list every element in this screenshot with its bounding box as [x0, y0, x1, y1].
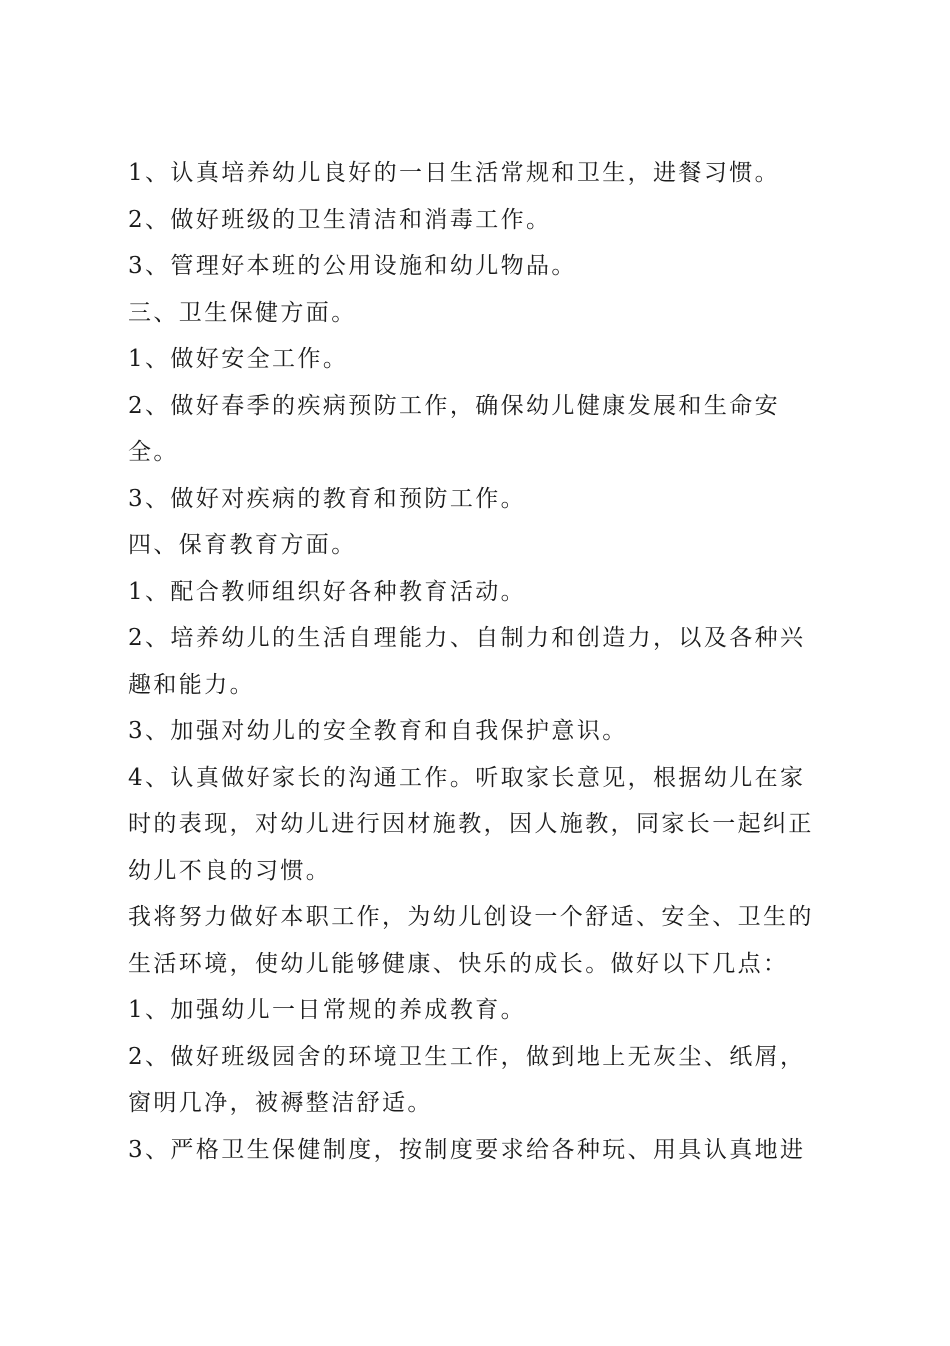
text-line: 1、认真培养幼儿良好的一日生活常规和卫生，进餐习惯。	[128, 160, 781, 186]
section-heading: 四、保育教育方面。	[128, 532, 357, 558]
text-line: 1、加强幼儿一日常规的养成教育。	[128, 997, 527, 1023]
text-line: 幼儿不良的习惯。	[128, 857, 332, 884]
text-line: 3、严格卫生保健制度，按制度要求给各种玩、用具认真地进	[128, 1136, 806, 1163]
text-line: 2、做好班级的卫生清洁和消毒工作。	[128, 206, 552, 233]
text-line: 2、做好春季的疾病预防工作，确保幼儿健康发展和生命安	[128, 392, 781, 419]
text-line: 1、配合教师组织好各种教育活动。	[128, 578, 527, 605]
text-line: 时的表现，对幼儿进行因材施教，因人施教，同家长一起纠正	[128, 811, 814, 837]
text-line: 2、培养幼儿的生活自理能力、自制力和创造力，以及各种兴	[128, 625, 806, 651]
section-heading: 三、卫生保健方面。	[128, 299, 357, 326]
text-line: 4、认真做好家长的沟通工作。听取家长意见，根据幼儿在家	[128, 764, 806, 791]
text-line: 3、加强对幼儿的安全教育和自我保护意识。	[128, 718, 628, 744]
text-line: 全。	[128, 439, 179, 465]
text-line: 1、做好安全工作。	[128, 346, 349, 372]
text-line: 窗明几净，被褥整洁舒适。	[128, 1090, 433, 1116]
document-body	[128, 150, 828, 1173]
text-line: 2、做好班级园舍的环境卫生工作，做到地上无灰尘、纸屑，	[128, 1043, 806, 1070]
text-line: 生活环境，使幼儿能够健康、快乐的成长。做好以下几点：	[128, 950, 789, 977]
text-line: 趣和能力。	[128, 671, 255, 698]
text-line: 我将努力做好本职工作，为幼儿创设一个舒适、安全、卫生的	[128, 904, 814, 930]
text-line: 3、管理好本班的公用设施和幼儿物品。	[128, 253, 577, 279]
text-line: 3、做好对疾病的教育和预防工作。	[128, 485, 527, 512]
